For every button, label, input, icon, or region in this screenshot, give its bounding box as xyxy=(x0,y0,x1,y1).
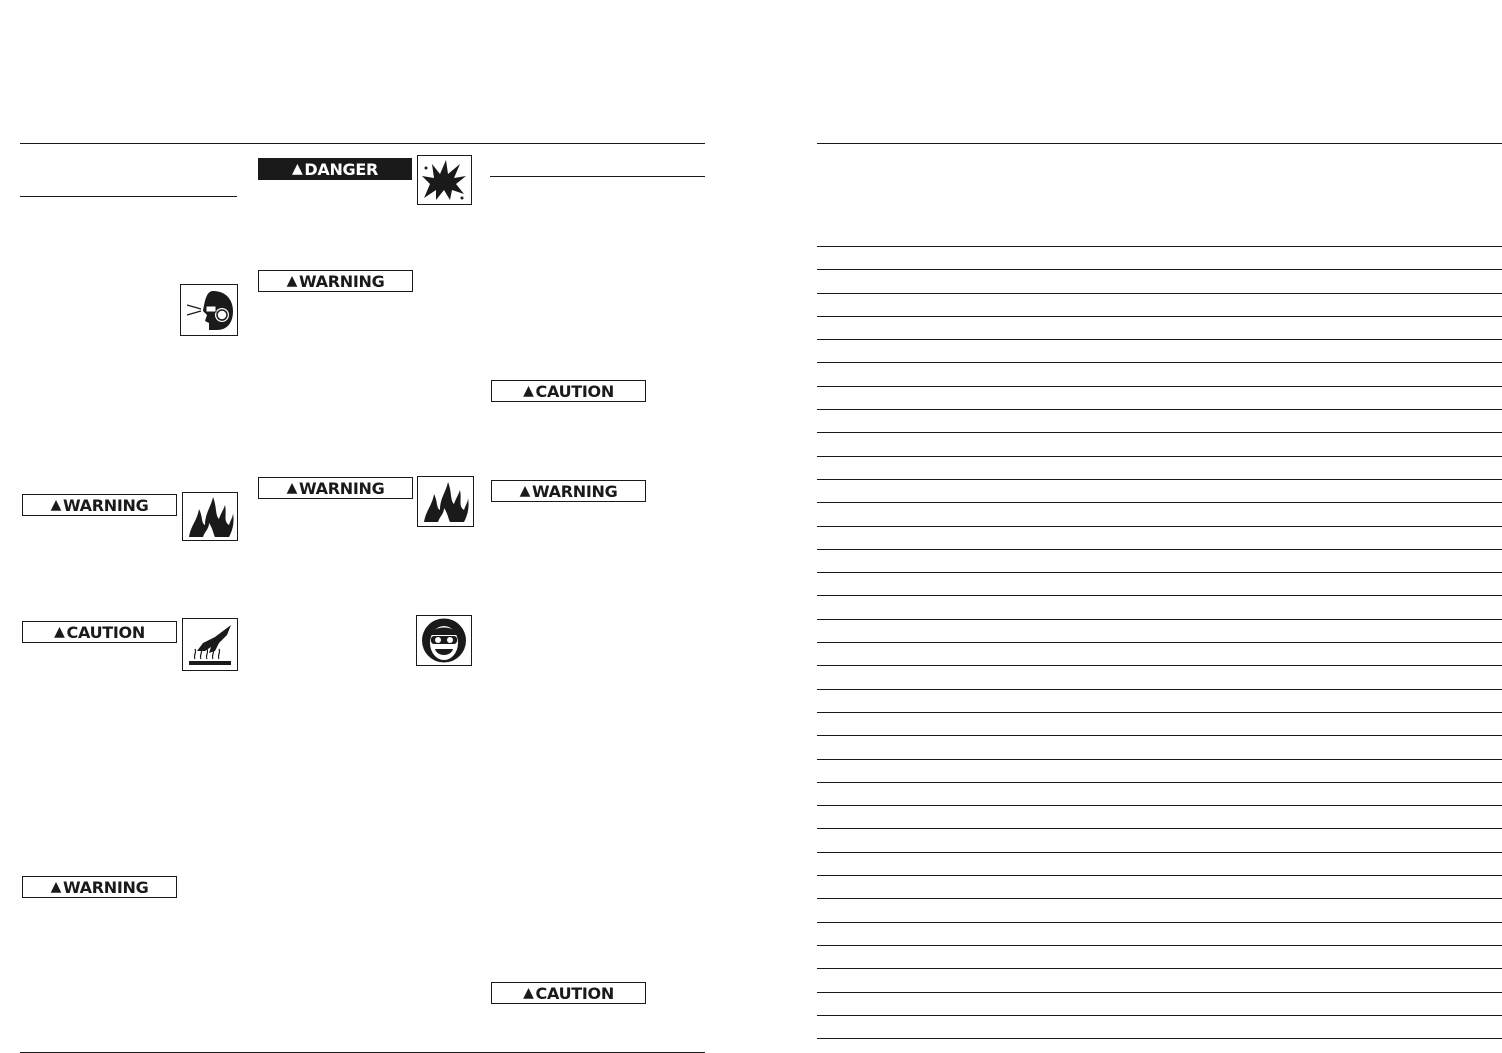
warning-label-1: ▲ WARNING xyxy=(22,494,177,516)
notes-line xyxy=(817,433,1502,456)
notes-line xyxy=(817,853,1502,876)
warning-triangle-icon: ▲ xyxy=(286,273,298,289)
notes-line xyxy=(817,690,1502,713)
explosion-hazard-icon xyxy=(417,155,472,205)
fire-hazard-icon xyxy=(417,476,474,527)
notes-line xyxy=(817,503,1502,526)
warning-triangle-icon: ▲ xyxy=(291,161,303,177)
notes-line xyxy=(817,643,1502,666)
warning-triangle-icon: ▲ xyxy=(523,985,534,1001)
notes-line xyxy=(817,713,1502,736)
notes-line xyxy=(817,1016,1502,1039)
caution-label-3: ▲ CAUTION xyxy=(491,982,646,1004)
notes-line xyxy=(817,899,1502,922)
notes-line xyxy=(817,387,1502,410)
notes-line xyxy=(817,480,1502,503)
notes-line xyxy=(817,457,1502,480)
notes-line xyxy=(817,527,1502,550)
notes-line xyxy=(817,596,1502,619)
notes-line xyxy=(817,993,1502,1016)
eye-ear-protection-icon xyxy=(180,284,238,336)
notes-line xyxy=(817,550,1502,573)
notes-line xyxy=(817,620,1502,643)
notes-line xyxy=(817,317,1502,340)
column1-heading-rule xyxy=(20,196,237,197)
warning-triangle-icon: ▲ xyxy=(54,624,65,640)
notes-line xyxy=(817,760,1502,783)
notes-line xyxy=(817,666,1502,689)
warning-triangle-icon: ▲ xyxy=(50,497,62,513)
top-rule-right-page xyxy=(817,143,1502,144)
notes-line xyxy=(817,806,1502,829)
hot-surface-icon xyxy=(182,618,238,671)
respirator-goggles-icon xyxy=(416,615,472,666)
caution-label-1: ▲ CAUTION xyxy=(22,621,177,643)
notes-line xyxy=(817,783,1502,806)
notes-line xyxy=(817,410,1502,433)
notes-line xyxy=(817,573,1502,596)
notes-line xyxy=(817,736,1502,759)
warning-label-4: ▲ WARNING xyxy=(258,477,413,499)
notes-line xyxy=(817,340,1502,363)
warning-label-2: ▲ WARNING xyxy=(22,876,177,898)
warning-label-5: ▲ WARNING xyxy=(491,480,646,502)
top-rule-left-page xyxy=(20,143,705,144)
warning-triangle-icon: ▲ xyxy=(523,383,534,399)
warning-label-3: ▲ WARNING xyxy=(258,270,413,292)
notes-lines xyxy=(817,246,1502,1039)
notes-line xyxy=(817,923,1502,946)
fire-hazard-icon xyxy=(182,492,238,541)
warning-triangle-icon: ▲ xyxy=(519,483,531,499)
caution-label-2: ▲ CAUTION xyxy=(491,380,646,402)
column3-heading-rule xyxy=(490,176,705,177)
notes-line xyxy=(817,247,1502,270)
notes-line xyxy=(817,969,1502,992)
danger-label: ▲ DANGER xyxy=(258,158,412,180)
notes-line xyxy=(817,270,1502,293)
warning-triangle-icon: ▲ xyxy=(50,879,62,895)
warning-triangle-icon: ▲ xyxy=(286,480,298,496)
notes-line xyxy=(817,876,1502,899)
notes-line xyxy=(817,294,1502,317)
notes-line xyxy=(817,829,1502,852)
notes-line xyxy=(817,363,1502,386)
notes-line xyxy=(817,946,1502,969)
